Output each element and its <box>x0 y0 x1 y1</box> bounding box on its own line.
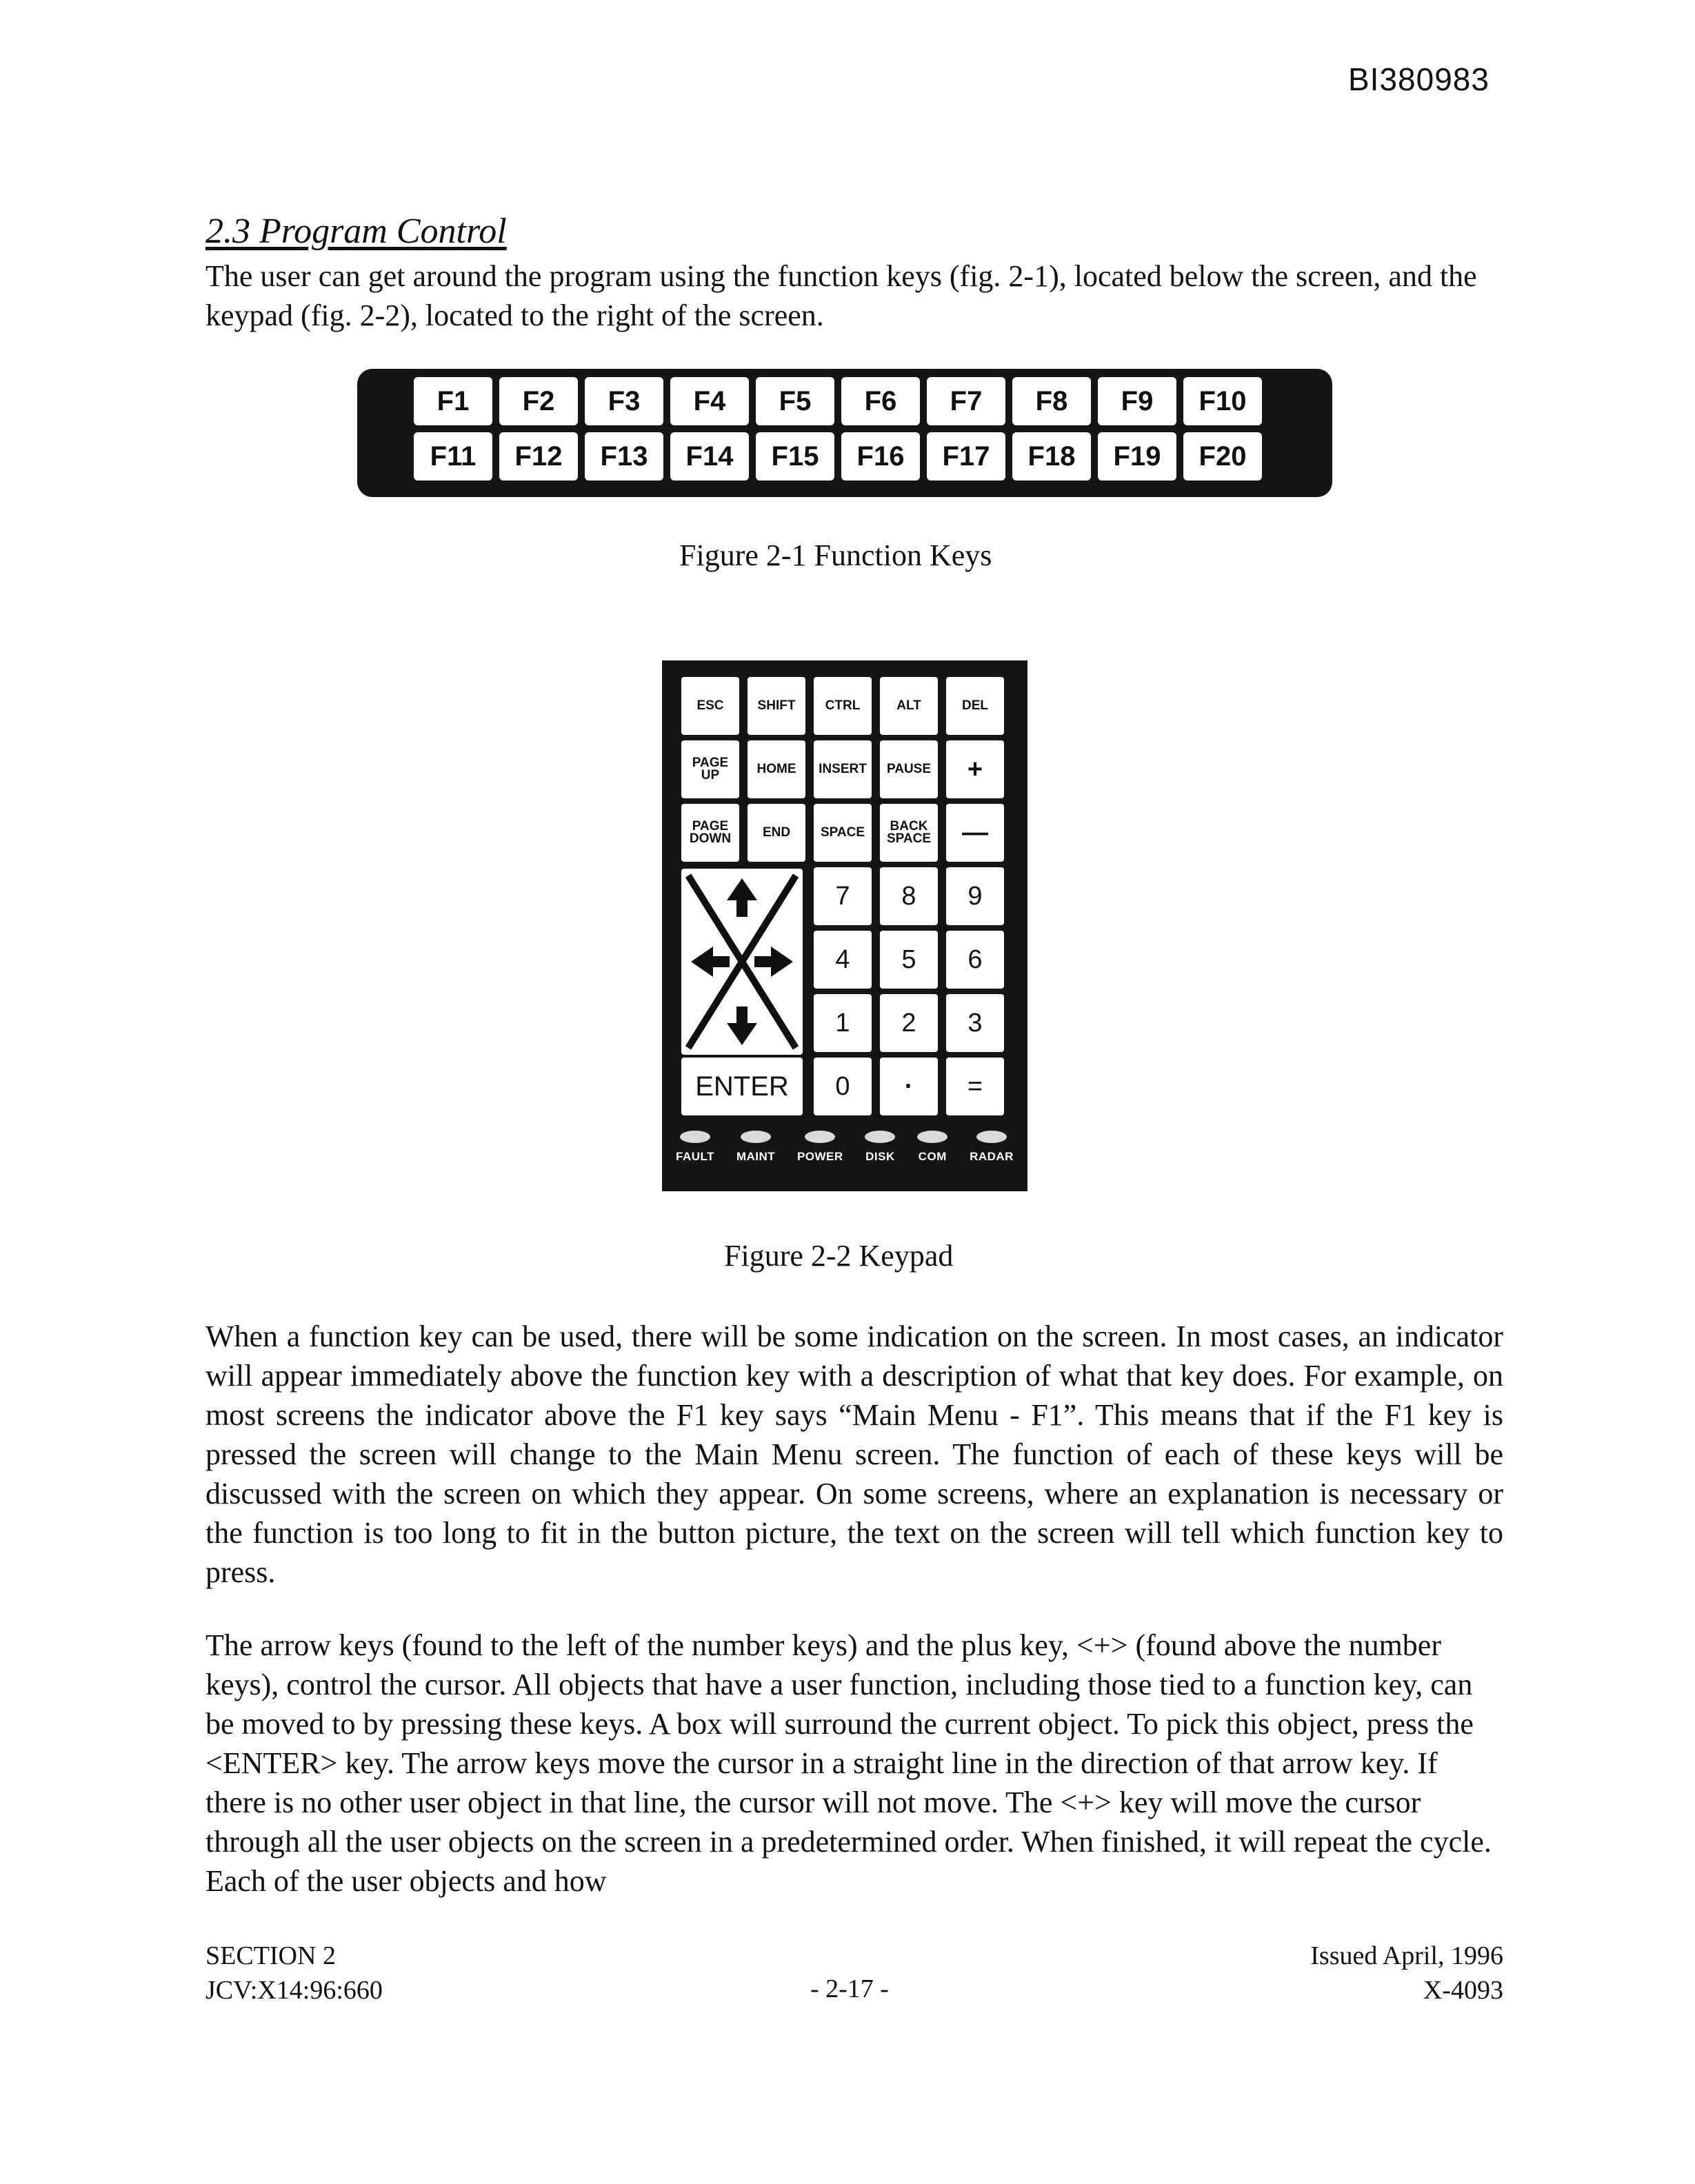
function-key: F12 <box>499 432 578 481</box>
function-key: F11 <box>414 432 492 481</box>
home-key: HOME <box>748 740 805 798</box>
ctrl-key: CTRL <box>814 677 872 735</box>
arrow-keys <box>681 869 803 1055</box>
plus-key: + <box>946 740 1004 798</box>
indicator-light-icon <box>865 1131 895 1143</box>
function-keys-row-1 <box>414 377 1332 425</box>
disk-indicator: DISK <box>865 1131 895 1164</box>
com-indicator: COM <box>917 1131 947 1164</box>
function-key: F1 <box>414 377 492 425</box>
key-4: 4 <box>814 931 872 989</box>
alt-key: ALT <box>880 677 938 735</box>
key-1: 1 <box>814 994 872 1052</box>
function-key: F15 <box>756 432 834 481</box>
status-indicators <box>676 1131 1014 1164</box>
up-arrow-icon <box>727 878 757 917</box>
key-8: 8 <box>880 867 938 925</box>
function-key: F7 <box>927 377 1005 425</box>
indicator-light-icon <box>741 1131 771 1143</box>
arrow-keys-icon <box>681 869 803 1055</box>
function-key: F5 <box>756 377 834 425</box>
key-2: 2 <box>880 994 938 1052</box>
shift-key: SHIFT <box>748 677 805 735</box>
indicator-light-icon <box>680 1131 710 1143</box>
space-key: SPACE <box>814 804 872 862</box>
back-space-key: BACK SPACE <box>880 804 938 862</box>
figure-2-caption: Figure 2-2 Keypad <box>724 1239 954 1273</box>
radar-indicator: RADAR <box>970 1131 1014 1164</box>
function-key: F9 <box>1098 377 1176 425</box>
enter-key: ENTER <box>681 1058 803 1115</box>
key-0: 0 <box>814 1058 872 1115</box>
del-key: DEL <box>946 677 1004 735</box>
key-9: 9 <box>946 867 1004 925</box>
body-paragraph-2: The arrow keys (found to the left of the number keys) and the plus key, <+> (found above the number keys), control the cursor. All objects that have a user function, including those tied to a function key, can be moved to by pressing these keys. A box will surround the current object. To pick this object, press the <ENTER> key. The arrow keys move the cursor in a straight line in the direction of that arrow key. If there is no other user object in that line, the cursor will not move. The <+> key will move the cursor through all the user objects on the screen in a predetermined order. When finished, it will repeat the cycle. Each of the user objects and how <box>205 1628 1492 1898</box>
dot-key: · <box>880 1058 938 1115</box>
minus-key: — <box>946 804 1004 862</box>
insert-key: INSERT <box>814 740 872 798</box>
intro-paragraph: The user can get around the program using the function keys (fig. 2-1), located below the screen, and the keypad (fig. 2-2), located to the right of the screen. <box>205 259 1477 332</box>
figure-1-caption: Figure 2-1 Function Keys <box>679 538 992 572</box>
power-indicator: POWER <box>797 1131 843 1164</box>
key-7: 7 <box>814 867 872 925</box>
footer-doc-number: X-4093 <box>1423 1976 1503 2005</box>
function-key: F10 <box>1183 377 1262 425</box>
indicator-light-icon <box>805 1131 835 1143</box>
fault-indicator: FAULT <box>676 1131 714 1164</box>
page-number: - 2-17 - <box>810 1974 889 2003</box>
equals-key: = <box>946 1058 1004 1115</box>
function-key: F4 <box>670 377 749 425</box>
key-3: 3 <box>946 994 1004 1052</box>
right-arrow-icon <box>754 947 793 977</box>
down-arrow-icon <box>727 1007 757 1045</box>
function-keys-figure <box>357 369 1332 497</box>
function-key: F3 <box>585 377 663 425</box>
keypad-figure <box>662 660 1027 1191</box>
function-key: F8 <box>1012 377 1091 425</box>
page-up-key: PAGE UP <box>681 740 739 798</box>
esc-key: ESC <box>681 677 739 735</box>
function-key: F14 <box>670 432 749 481</box>
footer-left <box>205 1939 383 2008</box>
footer-right <box>1298 1939 1503 2008</box>
key-5: 5 <box>880 931 938 989</box>
function-key: F16 <box>841 432 920 481</box>
function-key: F2 <box>499 377 578 425</box>
page-down-key: PAGE DOWN <box>681 804 739 862</box>
function-key: F6 <box>841 377 920 425</box>
maint-indicator: MAINT <box>736 1131 775 1164</box>
footer-section: SECTION 2 <box>205 1941 336 1970</box>
function-key: F13 <box>585 432 663 481</box>
footer-issued: Issued April, 1996 <box>1310 1941 1503 1970</box>
indicator-light-icon <box>917 1131 947 1143</box>
section-title: 2.3 Program Control <box>205 212 507 251</box>
body-paragraph-1: When a function key can be used, there will be some indication on the screen. In most cases, an indicator will appear immediately above the function key with a description of what that key does. For example, on most screens the indicator above the F1 key says “Main Menu - F1”. This means that if the F1 key is pressed the screen will change to the Main Menu screen. The function of each of these keys will be discussed with the screen on which they appear. On some screens, where an explanation is necessary or the function is too long to fit in the button picture, the text on the screen will tell which function key to press. <box>205 1320 1503 1589</box>
end-key: END <box>748 804 805 862</box>
function-key: F20 <box>1183 432 1262 481</box>
function-keys-row-2 <box>414 432 1332 481</box>
key-6: 6 <box>946 931 1004 989</box>
footer-code: JCV:X14:96:660 <box>205 1976 383 2005</box>
document-id: BI380983 <box>1348 61 1490 97</box>
function-key: F17 <box>927 432 1005 481</box>
function-key: F18 <box>1012 432 1091 481</box>
function-key: F19 <box>1098 432 1176 481</box>
left-arrow-icon <box>691 947 730 977</box>
pause-key: PAUSE <box>880 740 938 798</box>
indicator-light-icon <box>976 1131 1007 1143</box>
